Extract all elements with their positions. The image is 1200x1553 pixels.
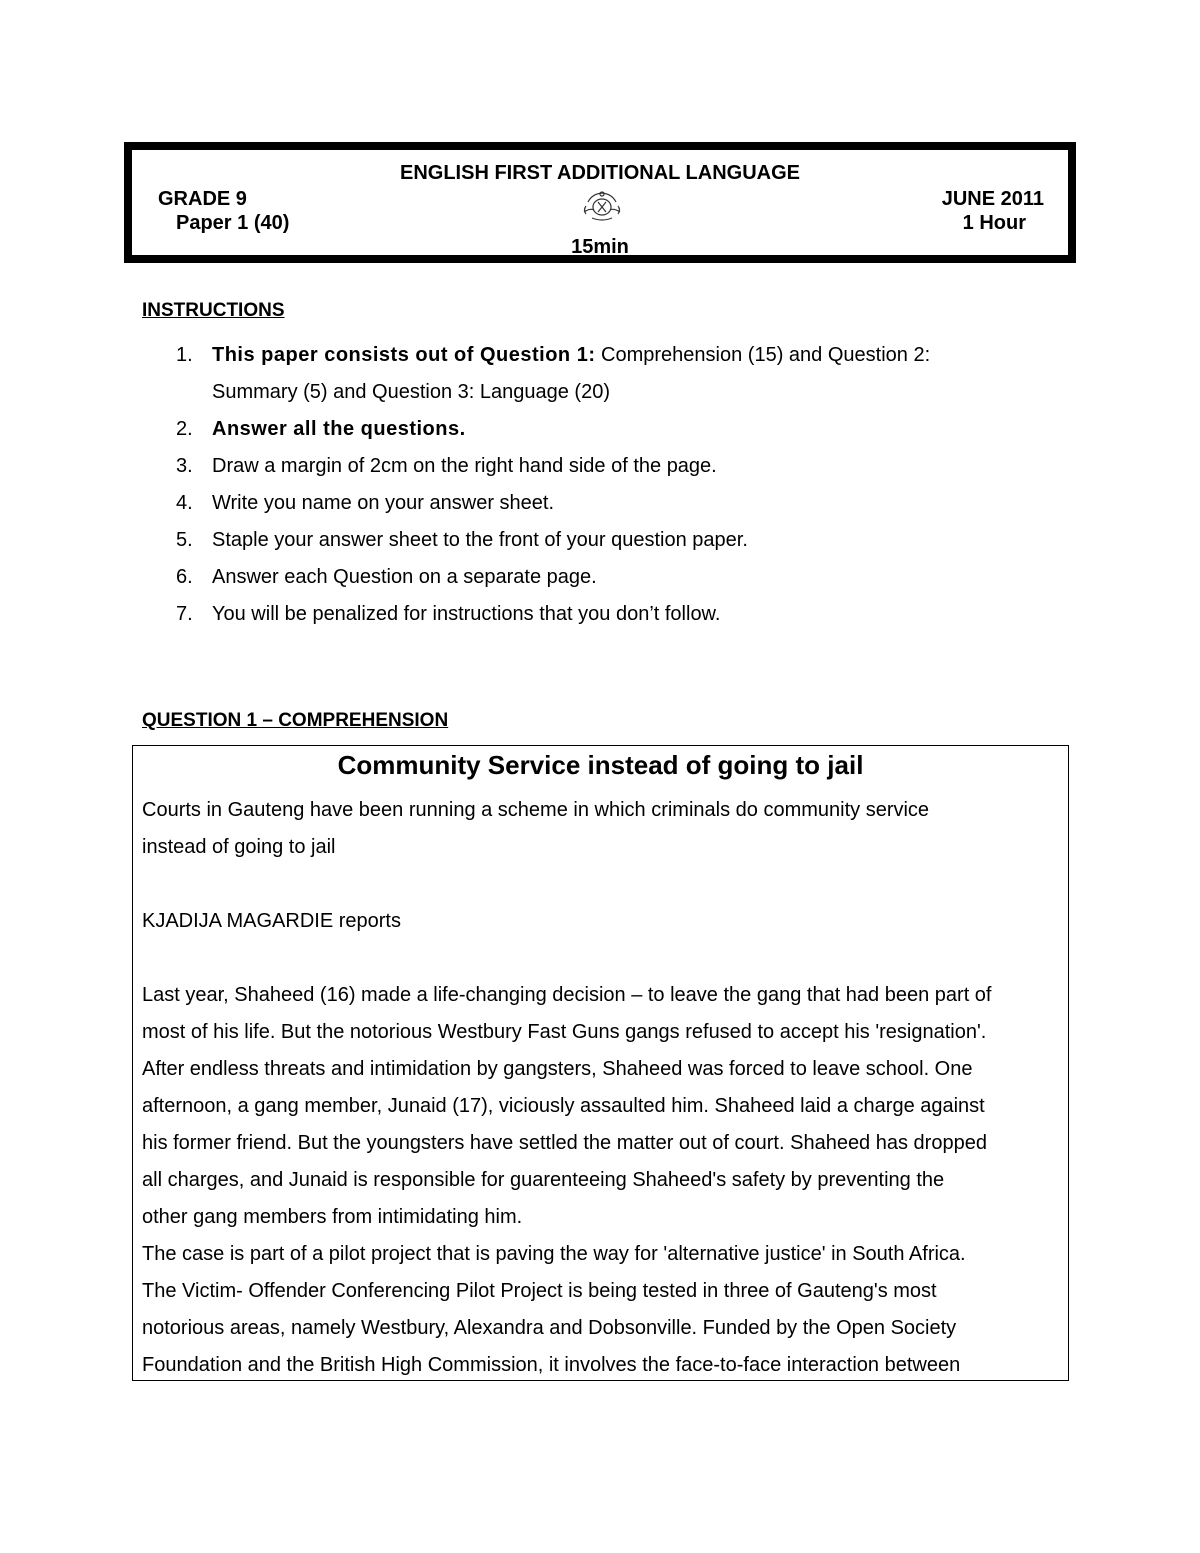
instruction-item bbox=[142, 411, 1042, 448]
instruction-number: 2. bbox=[176, 418, 193, 440]
instructions-heading: INSTRUCTIONS bbox=[142, 300, 285, 321]
article-byline: KJADIJA MAGARDIE reports bbox=[142, 910, 401, 932]
article-body-line: The Victim- Offender Conferencing Pilot Project is being tested in three of Gauteng's most bbox=[142, 1280, 937, 1302]
instruction-number: 7. bbox=[176, 603, 193, 625]
article-body-line: The case is part of a pilot project that is paving the way for 'alternative justice' in South Africa. bbox=[142, 1243, 966, 1265]
article-body-line: most of his life. But the notorious Westbury Fast Guns gangs refused to accept his 'resignation'. bbox=[142, 1021, 987, 1043]
instruction-bold-text: Answer all the questions. bbox=[212, 418, 466, 440]
instruction-text: You will be penalized for instructions that you don’t follow. bbox=[212, 603, 721, 625]
subject-title: ENGLISH FIRST ADDITIONAL LANGUAGE bbox=[400, 162, 800, 184]
instruction-number: 1. bbox=[176, 344, 193, 366]
grade-label: GRADE 9 bbox=[158, 188, 247, 210]
comprehension-article-box bbox=[132, 745, 1069, 1381]
exam-header-box bbox=[124, 142, 1076, 263]
instruction-item bbox=[142, 448, 1042, 485]
instruction-text: Draw a margin of 2cm on the right hand side of the page. bbox=[212, 455, 717, 477]
coat-of-arms-icon bbox=[578, 190, 626, 222]
article-intro-line: Courts in Gauteng have been running a scheme in which criminals do community service bbox=[142, 799, 930, 821]
article-body-line: After endless threats and intimidation by gangsters, Shaheed was forced to leave school. One bbox=[142, 1058, 973, 1080]
instruction-number: 4. bbox=[176, 492, 193, 514]
article-body-line: his former friend. But the youngsters have settled the matter out of court. Shaheed has dropped bbox=[142, 1132, 987, 1154]
duration-minutes: 15min bbox=[571, 236, 629, 258]
article-body-line: other gang members from intimidating him. bbox=[142, 1206, 523, 1228]
instruction-item bbox=[142, 485, 1042, 522]
instruction-text: Comprehension (15) and Question 2: bbox=[595, 344, 931, 366]
instruction-bold-text: This paper consists out of Question 1: bbox=[212, 344, 596, 366]
article-body-line: Foundation and the British High Commission, it involves the face-to-face interaction between bbox=[142, 1354, 961, 1376]
exam-date: JUNE 2011 bbox=[941, 188, 1044, 210]
instruction-text: Summary (5) and Question 3: Language (20) bbox=[212, 381, 610, 403]
article-body-line: all charges, and Junaid is responsible for guarenteeing Shaheed's safety by preventing the bbox=[142, 1169, 945, 1191]
duration-hours: 1 Hour bbox=[962, 212, 1026, 234]
instruction-number: 3. bbox=[176, 455, 193, 477]
instruction-item bbox=[142, 374, 1042, 411]
instruction-item bbox=[142, 596, 1042, 633]
instruction-text: Staple your answer sheet to the front of your question paper. bbox=[212, 529, 748, 551]
instruction-item bbox=[142, 559, 1042, 596]
article-title: Community Service instead of going to jail bbox=[337, 750, 864, 780]
instruction-text: Write you name on your answer sheet. bbox=[212, 492, 555, 514]
article-body-line: afternoon, a gang member, Junaid (17), viciously assaulted him. Shaheed laid a charge against bbox=[142, 1095, 985, 1117]
article-body-line: Last year, Shaheed (16) made a life-changing decision – to leave the gang that had been part of bbox=[142, 984, 992, 1006]
instruction-item bbox=[142, 522, 1042, 559]
article-body-line: notorious areas, namely Westbury, Alexandra and Dobsonville. Funded by the Open Society bbox=[142, 1317, 957, 1339]
instruction-number: 5. bbox=[176, 529, 193, 551]
instruction-text: Answer each Question on a separate page. bbox=[212, 566, 597, 588]
instruction-number: 6. bbox=[176, 566, 193, 588]
instruction-item bbox=[142, 337, 1042, 374]
question-1-heading: QUESTION 1 – COMPREHENSION bbox=[142, 710, 449, 731]
instructions-list bbox=[142, 337, 1042, 633]
paper-label: Paper 1 (40) bbox=[176, 212, 290, 234]
article-intro-line: instead of going to jail bbox=[142, 836, 336, 858]
